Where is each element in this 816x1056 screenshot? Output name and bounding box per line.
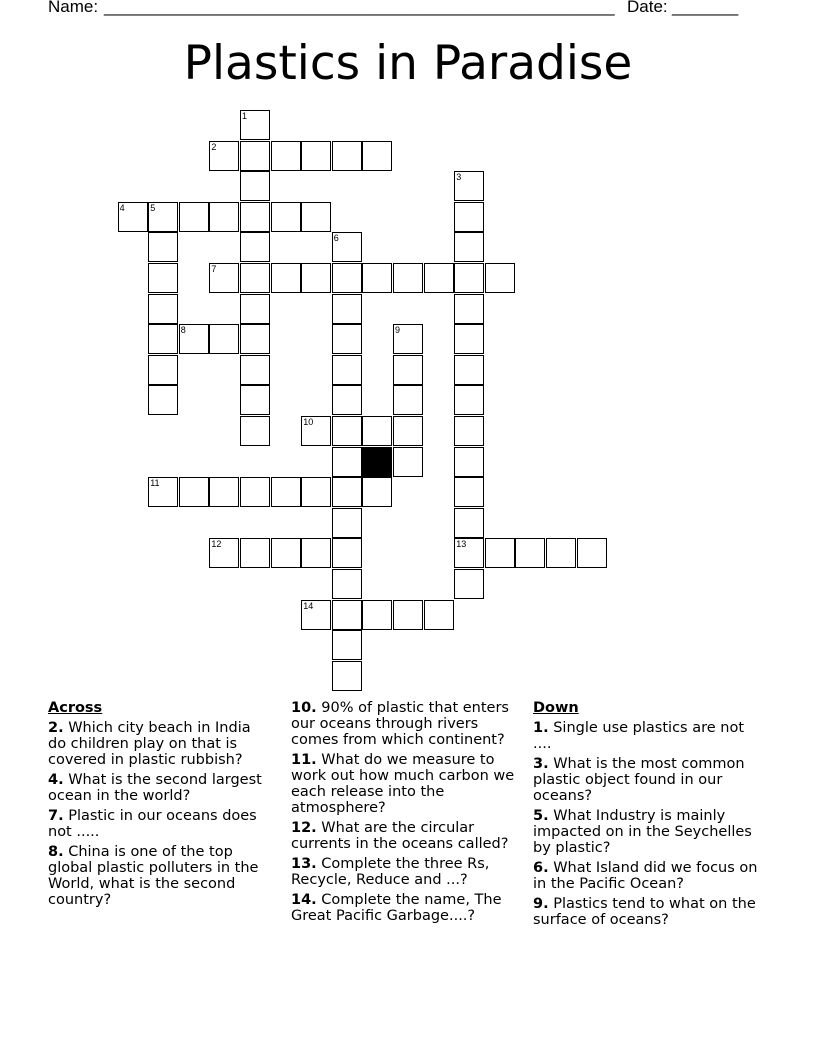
grid-cell[interactable] <box>301 477 331 507</box>
grid-cell[interactable] <box>301 202 331 232</box>
name-label: Name: <box>48 0 99 16</box>
grid-cell[interactable] <box>332 569 362 599</box>
page-title: Plastics in Paradise <box>183 36 633 91</box>
across-heading: Across <box>48 700 103 716</box>
grid-cell[interactable] <box>179 477 209 507</box>
grid-cell[interactable] <box>301 263 331 293</box>
grid-cell[interactable] <box>240 385 270 415</box>
grid-cell[interactable] <box>332 661 362 691</box>
clue-text: 90% of plastic that enters our oceans through rivers comes from which continent? <box>291 700 509 748</box>
grid-cell[interactable] <box>454 171 484 201</box>
clue-item <box>291 700 523 748</box>
clue-item <box>48 808 273 840</box>
grid-cell[interactable] <box>148 477 178 507</box>
grid-cell[interactable] <box>148 232 178 262</box>
grid-cell[interactable] <box>179 202 209 232</box>
clue-item <box>533 860 763 892</box>
grid-cell[interactable] <box>393 355 423 385</box>
grid-cell[interactable] <box>240 232 270 262</box>
grid-cell[interactable] <box>301 416 331 446</box>
grid-cell[interactable] <box>362 600 392 630</box>
grid-cell[interactable] <box>240 294 270 324</box>
clue-number: 12 <box>211 539 222 550</box>
grid-cell[interactable] <box>240 263 270 293</box>
clue-number: 11. <box>291 752 317 768</box>
clue-text: What Island did we focus on in the Pacific Ocean? <box>533 860 758 892</box>
clue-number: 10. <box>291 700 317 716</box>
across-clues-column-2 <box>291 700 523 928</box>
clue-number: 6. <box>533 860 549 876</box>
clue-number: 2. <box>48 720 64 736</box>
clue-number: 12. <box>291 820 317 836</box>
clue-number: 7 <box>211 264 217 274</box>
clue-text: Plastic in our oceans does not ..... <box>48 808 257 840</box>
grid-cell[interactable] <box>209 477 239 507</box>
grid-cell[interactable] <box>546 538 576 568</box>
grid-cell[interactable] <box>332 416 362 446</box>
clue-item <box>48 772 273 804</box>
grid-cell[interactable] <box>209 538 239 568</box>
grid-cell[interactable] <box>454 447 484 477</box>
name-field[interactable]: ______________________________________________________ <box>104 0 615 16</box>
clue-number: 8. <box>48 844 64 860</box>
clue-number: 10 <box>303 417 314 427</box>
grid-cell[interactable] <box>393 324 423 354</box>
clue-item <box>291 820 523 852</box>
clue-number: 3. <box>533 756 549 772</box>
grid-cell[interactable] <box>454 324 484 354</box>
grid-cell[interactable] <box>454 477 484 507</box>
grid-cell[interactable] <box>454 538 484 568</box>
clue-text: Single use plastics are not .... <box>533 720 745 752</box>
clue-text: Plastics tend to what on the surface of oceans? <box>533 896 756 928</box>
grid-cell[interactable] <box>179 324 209 354</box>
clue-item <box>291 892 523 924</box>
grid-cell[interactable] <box>454 385 484 415</box>
clue-item <box>533 896 763 928</box>
clue-number: 14. <box>291 892 317 908</box>
grid-cell[interactable] <box>209 202 239 232</box>
clue-text: Which city beach in India do children play on that is covered in plastic rubbish? <box>48 720 251 768</box>
clue-text: Complete the three Rs, Recycle, Reduce and ...? <box>291 856 490 888</box>
grid-cell[interactable] <box>240 477 270 507</box>
clue-item <box>533 756 763 804</box>
grid-cell[interactable] <box>209 263 239 293</box>
grid-cell[interactable] <box>424 263 454 293</box>
clue-number: 9 <box>395 325 401 336</box>
across-clues-column-1 <box>48 700 273 912</box>
clue-number: 8 <box>180 325 186 336</box>
grid-cell[interactable] <box>301 600 331 630</box>
grid-cell[interactable] <box>271 263 301 293</box>
grid-cell[interactable] <box>362 263 392 293</box>
clue-number: 3 <box>456 172 462 183</box>
grid-cell[interactable] <box>271 477 301 507</box>
grid-cell[interactable] <box>332 294 362 324</box>
clue-number: 14 <box>303 600 314 611</box>
grid-cell-blocked <box>362 447 392 477</box>
clue-number: 4. <box>48 772 64 788</box>
grid-cell[interactable] <box>485 538 515 568</box>
clue-item <box>48 720 273 768</box>
down-clues-column <box>533 700 763 932</box>
clue-number: 5 <box>150 202 156 213</box>
grid-cell[interactable] <box>332 385 362 415</box>
grid-cell[interactable] <box>148 355 178 385</box>
grid-cell[interactable] <box>148 263 178 293</box>
grid-cell[interactable] <box>271 538 301 568</box>
clue-number: 13 <box>456 539 467 550</box>
clue-item <box>291 752 523 816</box>
grid-cell[interactable] <box>577 538 607 568</box>
grid-cell[interactable] <box>393 416 423 446</box>
clue-text: What are the circular currents in the oceans called? <box>291 820 509 852</box>
clue-item <box>48 844 273 908</box>
grid-cell[interactable] <box>240 141 270 171</box>
clue-text: China is one of the top global plastic polluters in the World, what is the second country? <box>48 844 259 908</box>
grid-cell[interactable] <box>301 141 331 171</box>
clue-number: 11 <box>150 478 160 489</box>
clue-text: Complete the name, The Great Pacific Garbage....? <box>291 892 502 924</box>
grid-cell[interactable] <box>240 202 270 232</box>
grid-cell[interactable] <box>454 569 484 599</box>
grid-cell[interactable] <box>240 171 270 201</box>
clue-number: 9. <box>533 896 549 912</box>
grid-cell[interactable] <box>393 385 423 415</box>
grid-cell[interactable] <box>301 538 331 568</box>
date-field[interactable]: _______ <box>672 0 739 16</box>
clue-item <box>533 808 763 856</box>
clue-text: What do we measure to work out how much carbon we each release into the atmosphere? <box>291 752 515 816</box>
grid-cell[interactable] <box>240 355 270 385</box>
grid-cell[interactable] <box>485 263 515 293</box>
grid-cell[interactable] <box>362 477 392 507</box>
grid-cell[interactable] <box>454 232 484 262</box>
grid-cell[interactable] <box>454 202 484 232</box>
grid-cell[interactable] <box>332 355 362 385</box>
grid-cell[interactable] <box>332 508 362 538</box>
grid-cell[interactable] <box>148 324 178 354</box>
grid-cell[interactable] <box>362 141 392 171</box>
grid-cell[interactable] <box>240 324 270 354</box>
down-heading: Down <box>533 700 579 716</box>
grid-cell[interactable] <box>332 630 362 660</box>
grid-cell[interactable] <box>209 324 239 354</box>
clue-number: 1 <box>242 111 248 121</box>
clue-number: 6 <box>333 233 339 244</box>
grid-cell[interactable] <box>332 600 362 630</box>
grid-cell[interactable] <box>118 202 148 232</box>
clue-item <box>533 720 763 752</box>
grid-cell[interactable] <box>454 355 484 385</box>
clue-text: What is the most common plastic object found in our oceans? <box>533 756 745 804</box>
grid-cell[interactable] <box>332 141 362 171</box>
clue-item <box>291 856 523 888</box>
grid-cell[interactable] <box>271 141 301 171</box>
grid-cell[interactable] <box>240 538 270 568</box>
grid-cell[interactable] <box>148 294 178 324</box>
grid-cell[interactable] <box>332 477 362 507</box>
clue-number: 4 <box>119 202 125 213</box>
grid-cell[interactable] <box>332 538 362 568</box>
clue-text: What is the second largest ocean in the world? <box>48 772 262 804</box>
grid-cell[interactable] <box>332 263 362 293</box>
grid-cell[interactable] <box>271 202 301 232</box>
clue-number: 2 <box>211 141 217 152</box>
grid-cell[interactable] <box>393 447 423 477</box>
grid-cell[interactable] <box>393 600 423 630</box>
grid-cell[interactable] <box>332 447 362 477</box>
clue-number: 5. <box>533 808 549 824</box>
grid-cell[interactable] <box>454 508 484 538</box>
grid-cell[interactable] <box>454 263 484 293</box>
clue-number: 1. <box>533 720 549 736</box>
grid-cell[interactable] <box>240 110 270 140</box>
grid-cell[interactable] <box>424 600 454 630</box>
date-label: Date: <box>627 0 668 16</box>
grid-cell[interactable] <box>332 324 362 354</box>
grid-cell[interactable] <box>362 416 392 446</box>
grid-cell[interactable] <box>148 385 178 415</box>
clue-number: 13. <box>291 856 317 872</box>
grid-cell[interactable] <box>454 416 484 446</box>
grid-cell[interactable] <box>515 538 545 568</box>
grid-cell[interactable] <box>240 416 270 446</box>
clue-text: What Industry is mainly impacted on in the Seychelles by plastic? <box>533 808 752 856</box>
grid-cell[interactable] <box>209 141 239 171</box>
clue-number: 7. <box>48 808 64 824</box>
grid-cell[interactable] <box>454 294 484 324</box>
grid-cell[interactable] <box>332 232 362 262</box>
grid-cell[interactable] <box>393 263 423 293</box>
grid-cell[interactable] <box>148 202 178 232</box>
